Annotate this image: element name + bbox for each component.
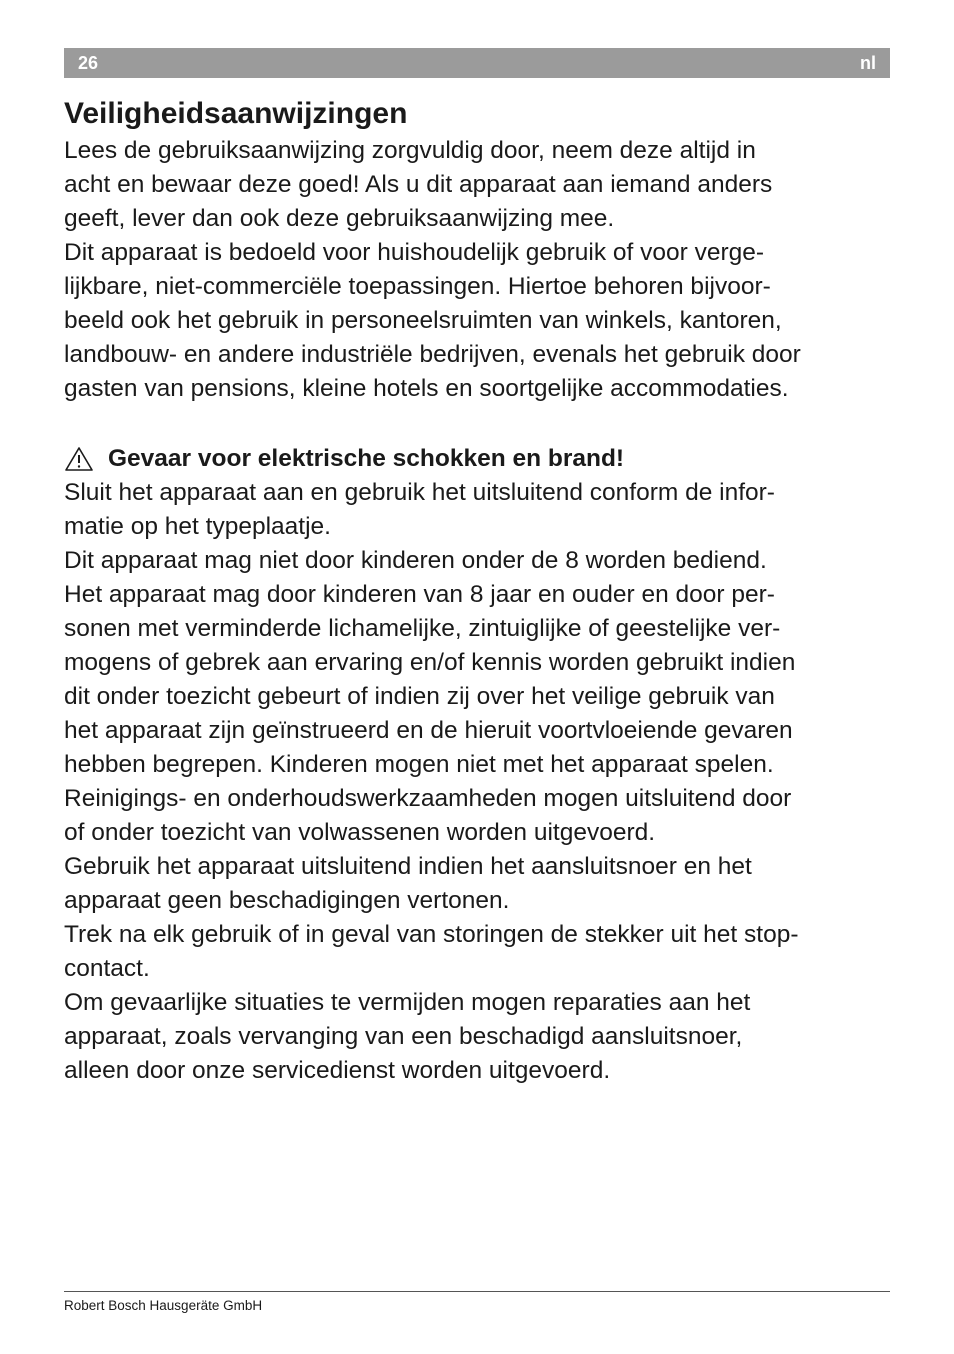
page-content xyxy=(64,94,904,1088)
page-header-bar xyxy=(64,48,890,78)
intro-paragraph: Lees de gebruiksaanwijzing zorgvuldig door, neem deze altijd in acht en bewaar deze goed! Als u dit apparaat aan iemand anders geeft, lever dan ook deze gebruiksaanwijzing mee. xyxy=(64,137,773,232)
warning-heading-text: Gevaar voor elektrische schokken en brand! xyxy=(108,445,625,472)
warning-paragraph: Gebruik het apparaat uitsluitend indien het aansluitsnoer en het apparaat geen beschadigingen vertonen. xyxy=(64,853,752,914)
warning-heading-row xyxy=(64,442,904,476)
warning-paragraph: Dit apparaat mag niet door kinderen onder de 8 worden bediend. Het apparaat mag door kinderen van 8 jaar en ouder en door per- sonen met verminderde lichamelijke, zintuiglijke of geestelijke ver- mogens of gebrek aan ervaring en/of kennis worden gebruikt indien dit onder toezicht gebeurt of indien zij over het veilige gebruik van het apparaat zijn geïnstrueerd en de hieruit voortvloeiende gevaren hebben begrepen. Kinderen mogen niet met het apparaat spelen. xyxy=(64,547,796,778)
warning-triangle-icon xyxy=(64,446,94,472)
footer-company: Robert Bosch Hausgeräte GmbH xyxy=(64,1298,263,1313)
warning-paragraph: Om gevaarlijke situaties te vermijden mogen reparaties aan het apparaat, zoals vervanging van een beschadigd aansluitsnoer, alleen door onze servicedienst worden uitgevoerd. xyxy=(64,989,751,1084)
warning-paragraph: Trek na elk gebruik of in geval van storingen de stekker uit het stop- contact. xyxy=(64,921,799,982)
page-number: 26 xyxy=(78,52,99,73)
warning-section xyxy=(64,442,904,1088)
intro-paragraph: Dit apparaat is bedoeld voor huishoudelijk gebruik of voor verge- lijkbare, niet-commerciële toepassingen. Hiertoe behoren bijvoor- beeld ook het gebruik in personeelsruimten van winkels, kantoren, landbouw- en andere industriële bedrijven, evenals het gebruik door gasten van pensions, kleine hotels en soortgelijke accommodaties. xyxy=(64,239,801,402)
language-code: nl xyxy=(860,52,876,73)
page-title: Veiligheidsaanwijzingen xyxy=(64,97,408,130)
footer-divider xyxy=(64,1291,890,1292)
warning-paragraph: Sluit het apparaat aan en gebruik het uitsluitend conform de infor- matie op het typeplaatje. xyxy=(64,479,775,540)
warning-paragraph: Reinigings- en onderhoudswerkzaamheden mogen uitsluitend door of onder toezicht van volwassenen worden uitgevoerd. xyxy=(64,785,792,846)
